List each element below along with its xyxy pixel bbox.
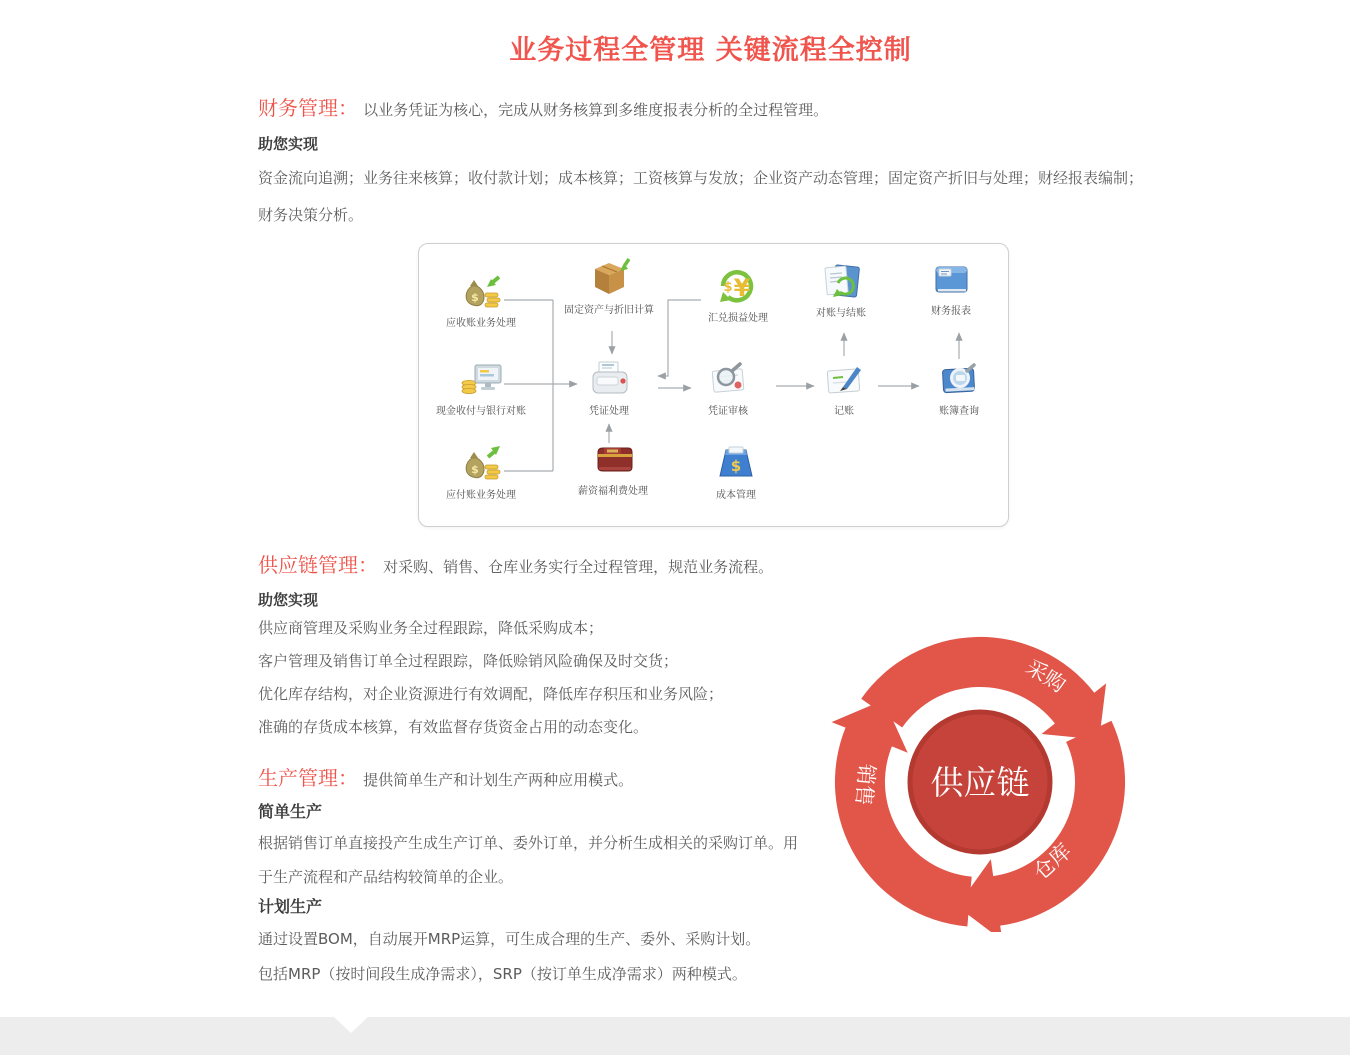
supply-points (258, 612, 818, 744)
planned-production-line2: 包括MRP（按时间段生成净需求），SRP（按订单生成净需求）两种模式。 (258, 965, 747, 983)
finance-subheading: 助您实现 (258, 135, 319, 153)
cost-tag-icon (713, 441, 759, 487)
footer-notch-triangle (334, 1017, 368, 1033)
flow-node-label: 记账 (834, 406, 854, 417)
page-title: 业务过程全管理 关键流程全控制 (509, 35, 912, 66)
document-sync-icon (818, 259, 864, 305)
svg-text:$: $ (723, 280, 733, 295)
flow-node-label: 固定资产与折旧计算 (564, 305, 654, 316)
svg-text:$: $ (471, 463, 479, 476)
supply-point: 客户管理及销售订单全过程跟踪，降低赊销风险确保及时交货； (258, 652, 679, 670)
cycle-label-warehouse: 仓库 (1028, 838, 1076, 885)
flow-node-voucher-processing (554, 357, 664, 418)
flow-node-cash-bank (426, 357, 536, 418)
planned-production-title: 计划生产 (258, 897, 323, 916)
money-bag-send-icon (458, 441, 504, 487)
flow-node-label: 应收账业务处理 (446, 318, 516, 329)
report-folder-icon (928, 257, 974, 303)
flow-node-label: 汇兑损益处理 (708, 313, 768, 324)
finance-section-heading-row (258, 92, 1173, 121)
cycle-label-sales: 销售 (851, 762, 879, 807)
finance-heading: 财务管理： (258, 96, 358, 120)
voucher-printer-icon (586, 357, 632, 403)
supply-point: 准确的存货成本核算，有效监督存货资金占用的动态变化。 (258, 718, 649, 736)
production-intro: 提供简单生产和计划生产两种应用模式。 (363, 771, 634, 789)
flow-node-ledger-query (904, 357, 1014, 418)
finance-intro: 以业务凭证为核心，完成从财务核算到多维度报表分析的全过程管理。 (363, 101, 829, 119)
flow-node-accounts-receivable (426, 269, 536, 330)
flow-node-label: 凭证处理 (589, 406, 629, 417)
footer-strip (0, 1017, 1350, 1055)
flow-node-voucher-audit (673, 357, 783, 418)
simple-production-title: 简单生产 (258, 802, 323, 821)
money-bag-receive-icon (458, 269, 504, 315)
red-ledger-icon (590, 437, 636, 483)
finance-body: 资金流向追溯；业务往来核算；收付款计划；成本核算；工资核算与发放；企业资产动态管理；固定资产折旧与处理；财经报表编制；财务决策分析。 (258, 169, 1144, 224)
document-magnifier-icon (705, 357, 751, 403)
supply-point: 优化库存结构，对企业资源进行有效调配，降低库存积压和业务风险； (258, 685, 724, 703)
simple-production-body: 根据销售订单直接投产生成生产订单、委外订单，并分析生成相关的采购订单。用于生产流程和产品结构较简单的企业。 (258, 834, 799, 886)
flow-node-accounts-payable (426, 441, 536, 502)
svg-text:$: $ (471, 291, 479, 304)
supply-heading: 供应链管理： (258, 553, 378, 577)
planned-production-line1: 通过设置BOM，自动展开MRP运算，可生成合理的生产、委外、采购计划。 (258, 930, 761, 948)
flow-node-label: 账簿查询 (939, 406, 979, 417)
flow-node-label: 应付账业务处理 (446, 490, 516, 501)
flow-node-reports (896, 257, 1006, 318)
flow-node-label: 财务报表 (931, 306, 971, 317)
flow-node-reconcile (786, 259, 896, 320)
flow-node-cost-management (681, 441, 791, 502)
flow-node-label: 现金收付与银行对账 (436, 406, 526, 417)
flow-node-label: 凭证审核 (708, 406, 748, 417)
flow-node-label: 成本管理 (716, 490, 756, 501)
svg-text:¥: ¥ (733, 274, 751, 302)
flow-node-bookkeeping (789, 357, 899, 418)
svg-text:$: $ (730, 457, 742, 475)
monitor-coins-icon (458, 357, 504, 403)
currency-exchange-icon (715, 264, 761, 310)
supply-point: 供应商管理及采购业务全过程跟踪，降低采购成本； (258, 619, 604, 637)
ledger-magnifier-icon (936, 357, 982, 403)
cycle-label-procurement: 采购 (1021, 654, 1070, 698)
supply-chain-cycle-diagram (830, 632, 1130, 932)
flow-node-label: 薪资福利费处理 (578, 486, 648, 497)
asset-box-icon (586, 256, 632, 302)
flow-node-exchange (683, 264, 793, 325)
supply-subheading: 助您实现 (258, 591, 319, 609)
finance-flowchart (418, 243, 1009, 527)
flow-node-fixed-assets (554, 256, 664, 317)
flow-node-label: 对账与结账 (816, 308, 866, 319)
flow-node-salary-welfare (558, 437, 668, 498)
paper-pen-icon (821, 357, 867, 403)
supply-intro: 对采购、销售、仓库业务实行全过程管理，规范业务流程。 (383, 558, 774, 576)
cycle-center-label: 供应链 (930, 763, 1030, 802)
production-heading: 生产管理： (258, 766, 358, 790)
supply-section-heading-row (258, 549, 1173, 578)
